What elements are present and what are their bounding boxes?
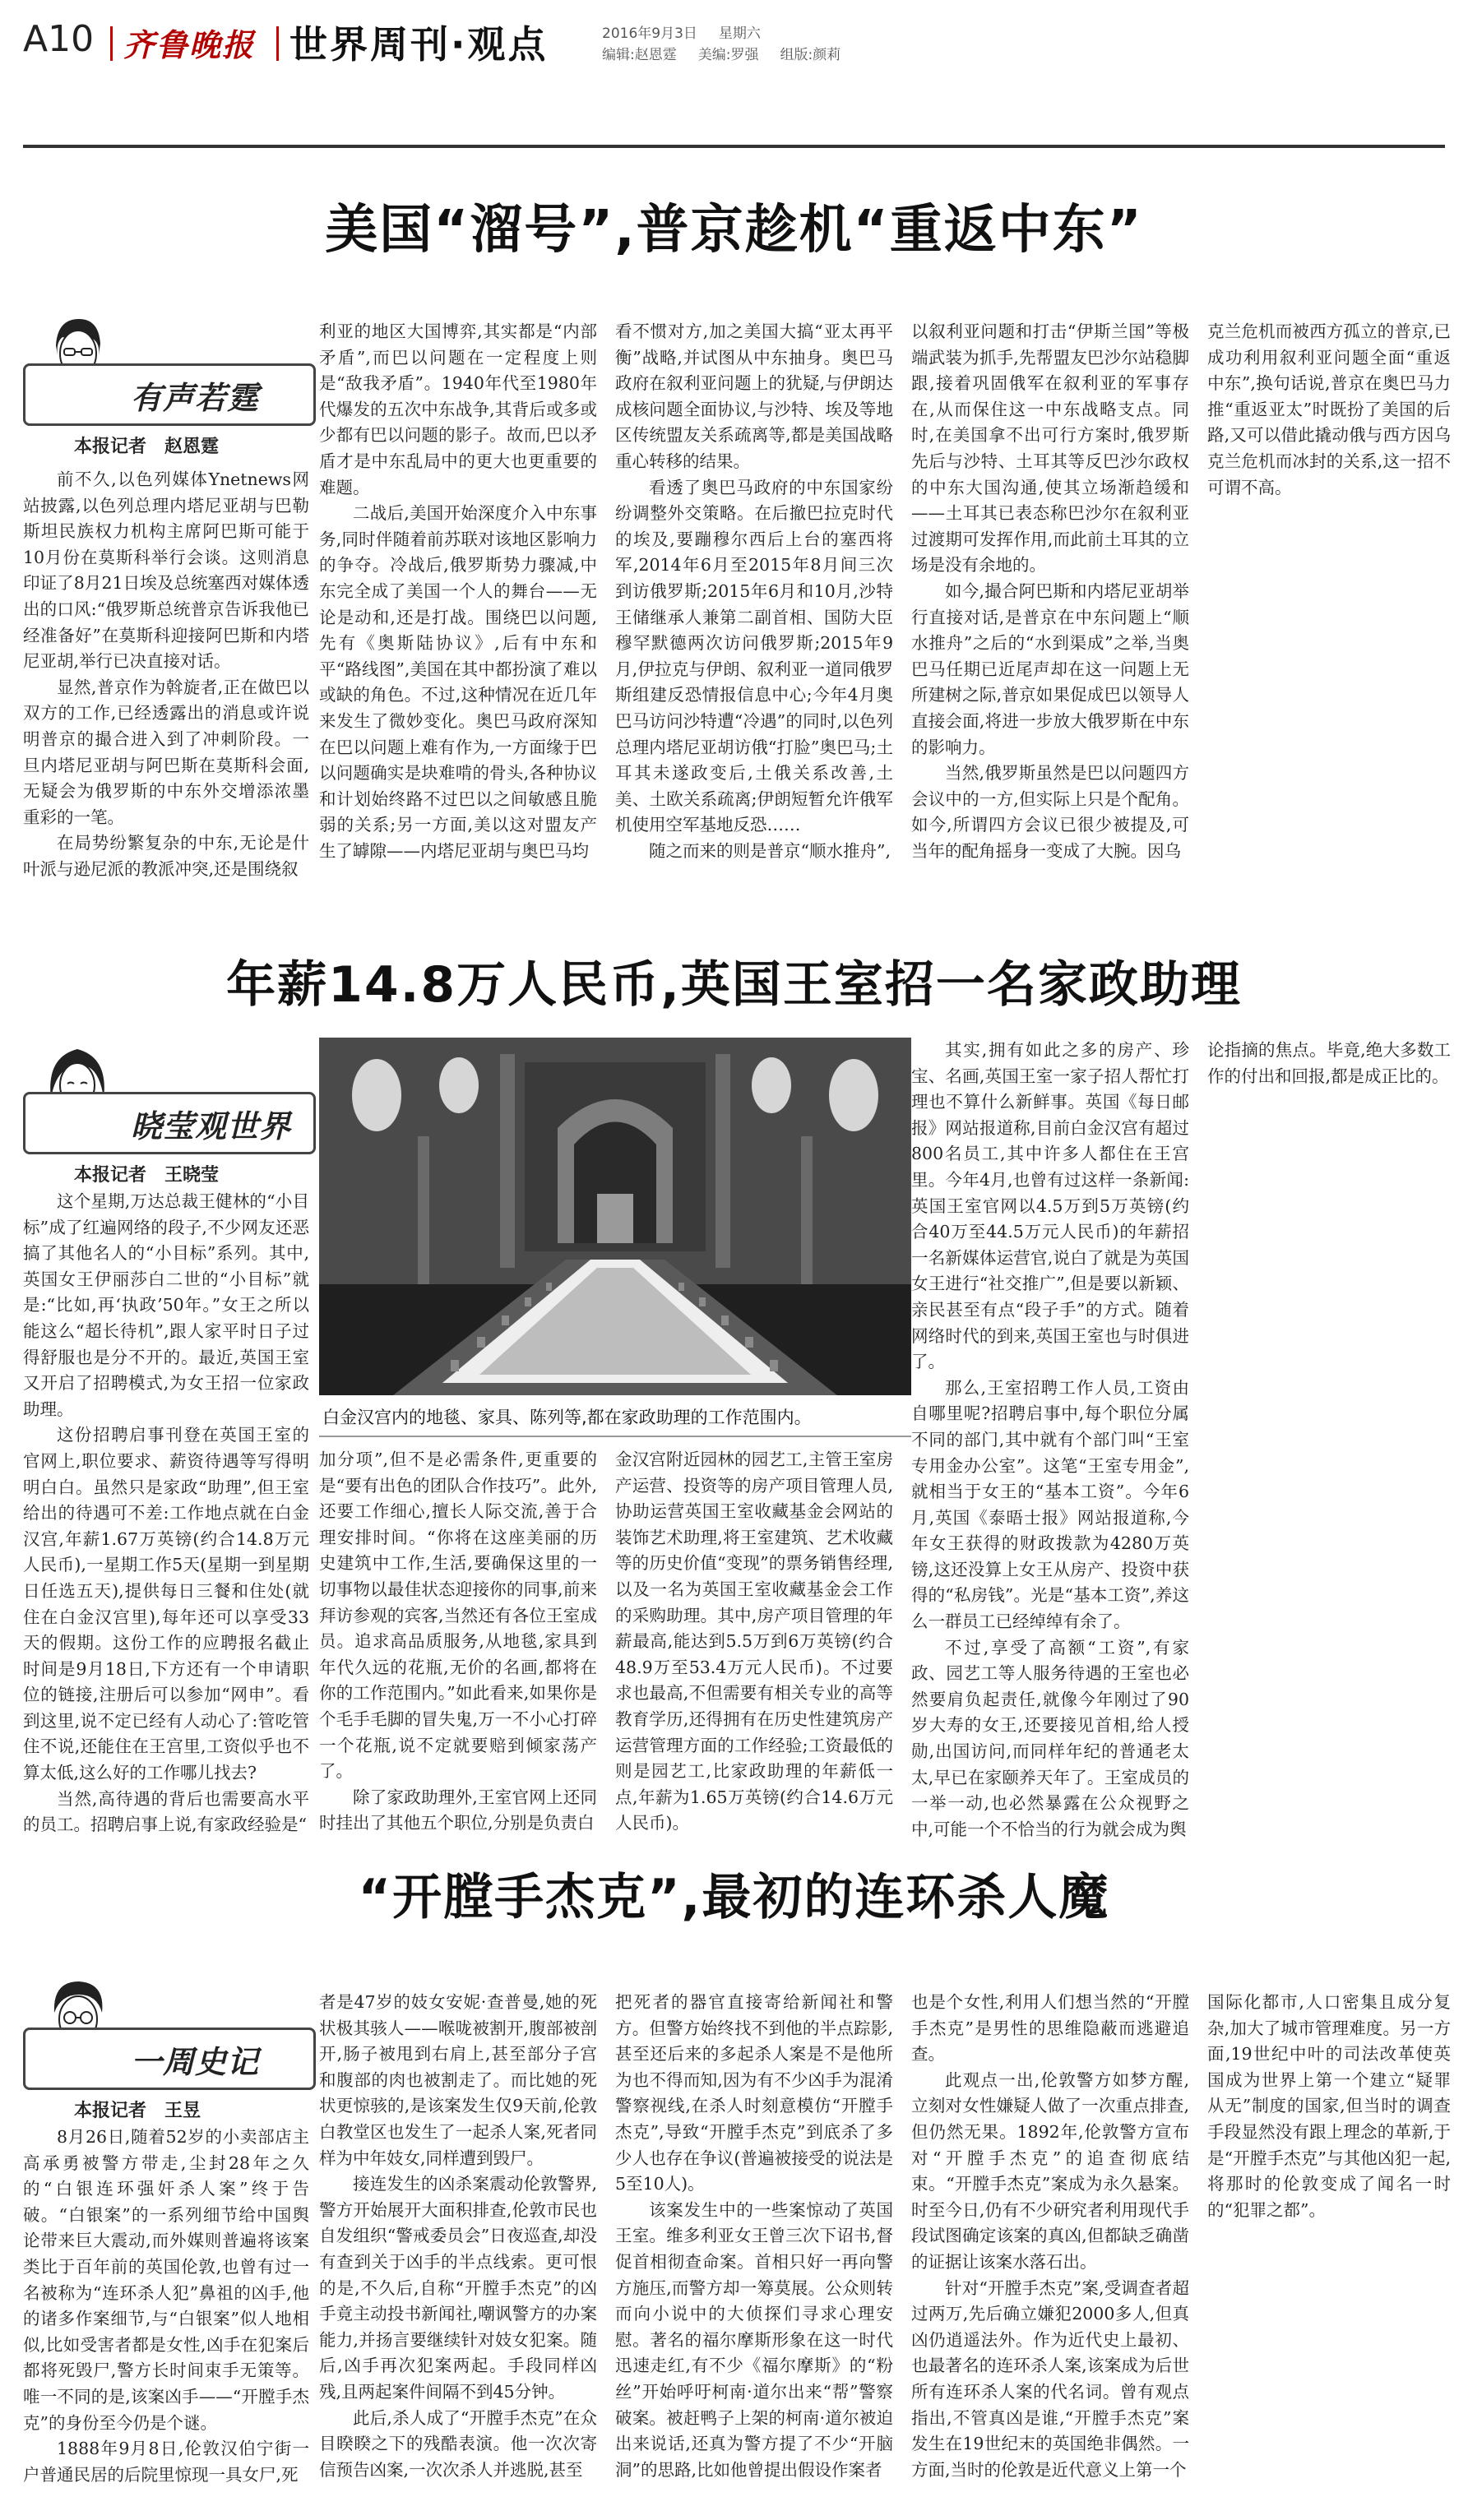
layout-credit: 组版:颜莉 [780,47,841,63]
column-plate [23,363,316,426]
column-title: 一周史记 [131,2044,260,2080]
photo-caption: 白金汉宫内的地毯、家具、陈列等,都在家政助理的工作范围内。 [322,1408,812,1427]
byline: 本报记者 赵恩霆 [74,437,220,457]
masthead [0,0,1468,82]
article-headline: “开膛手杰克”,最初的连环杀人魔 [358,1869,1110,1926]
editor-credit: 编辑:赵恩霆 [602,47,677,63]
issue-date: 2016年9月3日 [602,25,697,42]
ballroom-photo [319,1038,911,1395]
masthead-divider [110,26,113,61]
byline: 本报记者 王晓莹 [74,1165,220,1186]
issue-weekday: 星期六 [718,25,761,42]
byline: 本报记者 王昱 [74,2101,201,2121]
masthead-divider [276,26,279,61]
page-number: A10 [23,18,95,60]
newspaper-brand: 齐鲁晚报 [123,26,256,63]
column-badge [23,312,311,460]
masthead-info [602,23,862,66]
article-headline: 年薪14.8万人民币,英国王室招一名家政助理 [226,956,1242,1014]
column-plate [23,2028,316,2090]
column-badge [23,1041,311,1189]
masthead-rule [23,145,1445,148]
article-headline: 美国“溜号”,普京趁机“重返中东” [325,200,1143,261]
caption-rule [319,1436,911,1437]
column-plate [23,1092,316,1154]
art-credit: 美编:罗强 [697,47,759,63]
column-title: 晓莹观世界 [131,1108,292,1144]
section-title: 世界周刊·观点 [289,22,549,67]
column-badge [23,1977,311,2125]
column-title: 有声若霆 [131,380,260,416]
